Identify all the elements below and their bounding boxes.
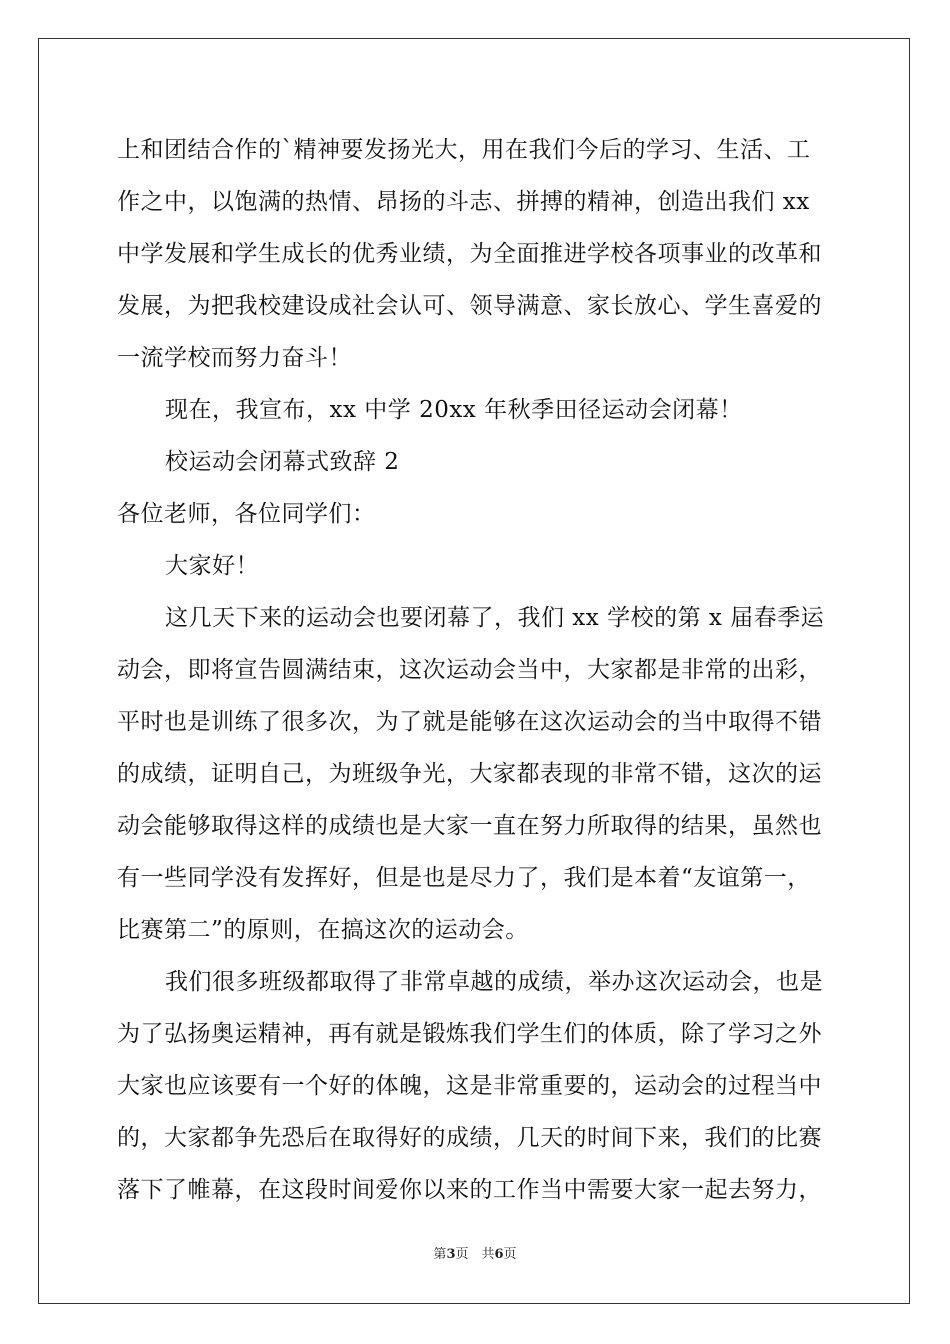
text-line: 发展，为把我校建设成社会认可、领导满意、家长放心、学生喜爱的 bbox=[117, 293, 822, 319]
text-line: 落下了帷幕，在这段时间爱你以来的工作当中需要大家一起去努力， bbox=[117, 1177, 822, 1203]
text-line: 的成绩，证明自己，为班级争光，大家都表现的非常不错，这次的运 bbox=[117, 761, 822, 787]
page-prefix: 第 bbox=[433, 1247, 447, 1262]
text-line: 比赛第二”的原则，在搞这次的运动会。 bbox=[117, 917, 529, 943]
salutation: 各位老师，各位同学们： bbox=[117, 501, 376, 527]
page-suffix: 页 bbox=[503, 1247, 517, 1262]
document-body bbox=[117, 124, 839, 1216]
page-footer bbox=[0, 1246, 950, 1264]
text-line: 为了弘扬奥运精神，再有就是锻炼我们学生们的体质，除了学习之外 bbox=[117, 1021, 822, 1047]
text-line: 动会能够取得这样的成绩也是大家一直在努力所取得的结果，虽然也 bbox=[117, 813, 822, 839]
announcement-line: 现在，我宣布，xx 中学 20xx 年秋季田径运动会闭幕！ bbox=[165, 397, 743, 423]
current-page-number: 3 bbox=[446, 1247, 456, 1262]
text-line: 一流学校而努力奋斗！ bbox=[117, 345, 352, 371]
text-line: 上和团结合作的`精神要发扬光大，用在我们今后的学习、生活、工 bbox=[117, 137, 811, 163]
text-line: 我们很多班级都取得了非常卓越的成绩，举办这次运动会，也是 bbox=[165, 969, 823, 995]
section-title: 校运动会闭幕式致辞 2 bbox=[165, 449, 400, 475]
text-line: 大家也应该要有一个好的体魄，这是非常重要的，运动会的过程当中 bbox=[117, 1073, 822, 1099]
text-line: 动会，即将宣告圆满结束，这次运动会当中，大家都是非常的出彩， bbox=[117, 657, 822, 683]
total-page-number: 6 bbox=[494, 1247, 504, 1262]
text-line: 作之中，以饱满的热情、昂扬的斗志、拼搏的精神，创造出我们 xx bbox=[117, 189, 810, 215]
greeting: 大家好！ bbox=[165, 553, 259, 579]
text-line: 的，大家都争先恐后在取得好的成绩，几天的时间下来，我们的比赛 bbox=[117, 1125, 822, 1151]
text-line: 有一些同学没有发挥好，但是也是尽力了，我们是本着“友谊第一， bbox=[117, 865, 811, 891]
page-mid: 页 共 bbox=[455, 1247, 495, 1262]
text-line: 这几天下来的运动会也要闭幕了，我们 xx 学校的第 x 届春季运 bbox=[165, 605, 825, 631]
text-line: 中学发展和学生成长的优秀业绩，为全面推进学校各项事业的改革和 bbox=[117, 241, 822, 267]
text-line: 平时也是训练了很多次，为了就是能够在这次运动会的当中取得不错 bbox=[117, 709, 822, 735]
